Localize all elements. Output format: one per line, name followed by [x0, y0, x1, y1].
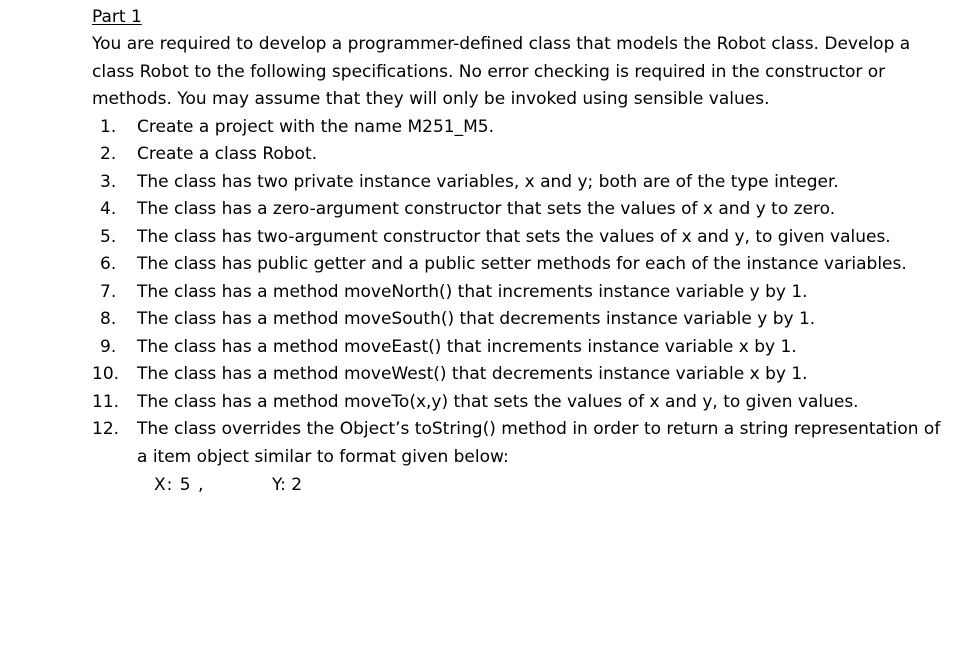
list-item-text: The class has a zero-argument constructor that sets the values of x and y to zero. [137, 199, 836, 219]
list-item [92, 196, 952, 224]
list-item [92, 279, 952, 307]
document-body [92, 4, 952, 499]
list-item-text: The class has two private instance variables, x and y; both are of the type integer. [137, 171, 839, 192]
list-item-number: 10. [92, 364, 120, 384]
intro-paragraph: You are required to develop a programmer-defined class that models the Robot class. Develop a class Robot to the following specifications. No error checking is required in the constructor or methods. You may assume that they will only be invoked using sensible values. [92, 34, 911, 109]
list-item-number: 7. [100, 281, 117, 302]
section-heading [92, 4, 952, 31]
list-item [92, 361, 952, 389]
list-item-number: 6. [100, 254, 117, 274]
list-item-text: The class has a method moveNorth() that increments instance variable y by 1. [137, 281, 808, 302]
list-item-text: The class has public getter and a public setter methods for each of the instance variables. [137, 254, 907, 274]
section-heading-text: Part 1 [92, 7, 142, 27]
list-item-text: The class has two-argument constructor that sets the values of x and y, to given values. [137, 226, 891, 247]
list-item-text: The class has a method moveSouth() that decrements instance variable y by 1. [137, 309, 816, 329]
list-item [92, 141, 952, 169]
list-item-text: The class has a method moveWest() that decrements instance variable x by 1. [137, 364, 808, 384]
list-item [92, 389, 952, 417]
list-item [92, 334, 952, 362]
list-item-number: 12. [92, 419, 120, 439]
list-item-text: Create a class Robot. [137, 144, 318, 164]
format-example-x: X: 5 , [154, 475, 205, 495]
list-item-number: 9. [100, 336, 117, 357]
list-item-number: 1. [100, 116, 117, 137]
list-item-number: 5. [100, 226, 117, 247]
list-item [92, 306, 952, 334]
list-item [92, 114, 952, 142]
list-item-text: The class overrides the Object’s toString() method in order to return a string representation of a item object similar to format given below: [137, 419, 941, 467]
list-item-text: Create a project with the name M251_M5. [137, 116, 495, 137]
list-item-number: 11. [92, 391, 120, 412]
list-item-number: 3. [100, 171, 117, 192]
list-item [92, 224, 952, 252]
requirements-list [92, 114, 952, 472]
list-item-number: 8. [100, 309, 117, 329]
format-example-y: Y: 2 [272, 475, 303, 495]
list-item [92, 169, 952, 197]
list-item-number: 4. [100, 199, 117, 219]
list-item [92, 416, 952, 471]
list-item-text: The class has a method moveTo(x,y) that sets the values of x and y, to given values. [137, 391, 859, 412]
format-example [92, 471, 952, 499]
list-item [92, 251, 952, 279]
list-item-number: 2. [100, 144, 117, 164]
list-item-text: The class has a method moveEast() that increments instance variable x by 1. [137, 336, 797, 357]
